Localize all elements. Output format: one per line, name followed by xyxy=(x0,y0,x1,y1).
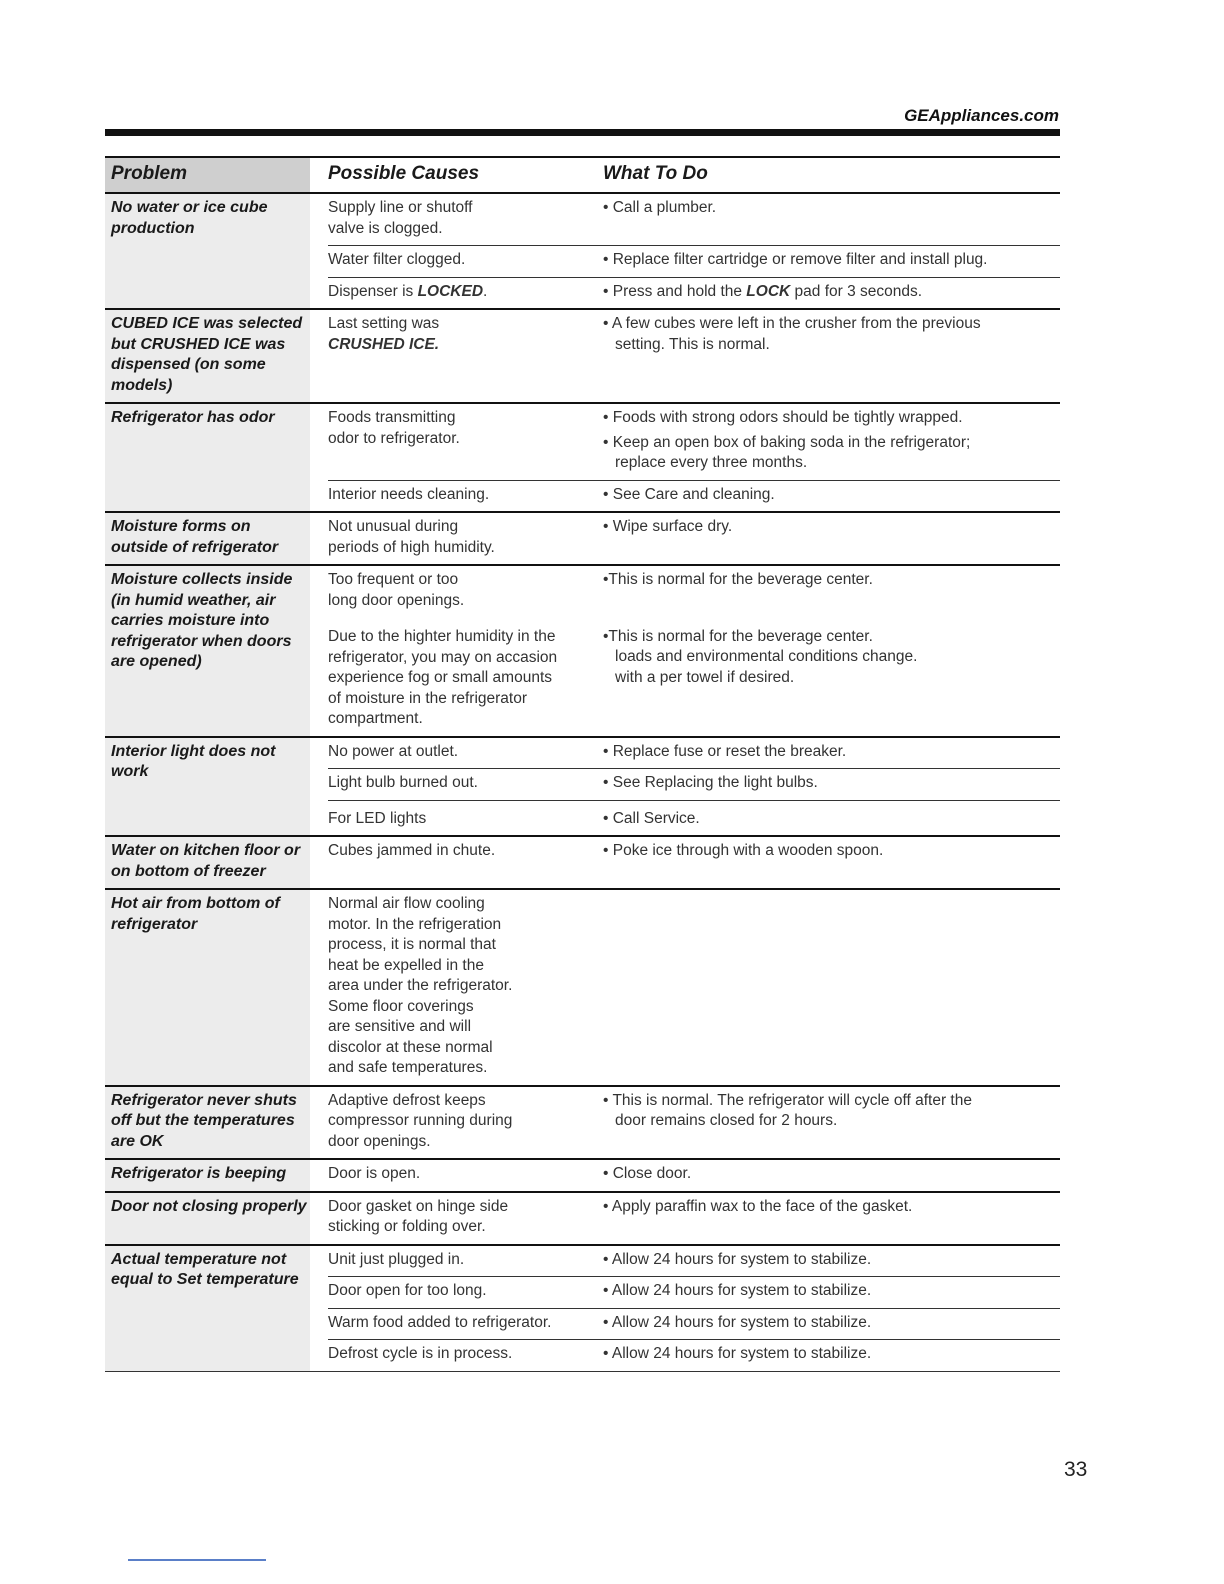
cause-cell: Unit just plugged in. xyxy=(328,1250,465,1268)
problem-label: Actual temperature not equal to Set temperature xyxy=(105,1246,310,1371)
table-row xyxy=(105,837,1060,890)
table-row xyxy=(105,1246,1060,1372)
cause-cell: Adaptive defrost keeps compressor running during door openings. xyxy=(328,1091,513,1150)
cause-cell: Door gasket on hinge side sticking or folding over. xyxy=(328,1197,509,1235)
header-rule xyxy=(105,129,1060,136)
todo-cell: • This is normal. The refrigerator will cycle off after the door remains closed for 2 hours. xyxy=(603,1091,972,1129)
problem-label: Moisture forms on outside of refrigerator xyxy=(105,513,310,564)
cause-cell: Water filter clogged. xyxy=(328,251,466,268)
todo-cell: • Press and hold the LOCK pad for 3 seconds. xyxy=(603,282,923,300)
table-row xyxy=(105,1087,1060,1161)
problem-label: Hot air from bottom of refrigerator xyxy=(105,890,310,1085)
cause-cell: Defrost cycle is in process. xyxy=(328,1345,513,1362)
todo-cell: •This is normal for the beverage center. loads and environmental conditions change. with a per towel if desired. xyxy=(603,627,918,686)
problem-label: Refrigerator has odor xyxy=(105,404,310,511)
table-row xyxy=(105,404,1060,513)
cause-cell: Last setting was CRUSHED ICE. xyxy=(328,315,440,353)
table-header xyxy=(105,156,1060,194)
cause-cell: Interior needs cleaning. xyxy=(328,485,490,503)
todo-cell: •This is normal for the beverage center. xyxy=(603,571,873,588)
table-row xyxy=(105,738,1060,838)
page-number: 33 xyxy=(1064,1458,1088,1481)
todo-cell: • Foods with strong odors should be tightly wrapped. xyxy=(603,409,963,426)
table-row xyxy=(105,194,1060,310)
todo-cell: • Allow 24 hours for system to stabilize. xyxy=(603,1282,872,1299)
todo-cell: • See Replacing the light bulbs. xyxy=(603,774,818,791)
cause-cell: Normal air flow cooling motor. In the refrigeration process, it is normal that heat be expelled in the area under the refrigerator. Some floor coverings are sensitive and will discolor at these normal and safe temperatures. xyxy=(328,895,513,1076)
cause-cell: Due to the highter humidity in the refrigerator, you may on accasion experience fog or small amounts of moisture in the refrigerator compartment. xyxy=(328,628,558,727)
problem-label: Refrigerator never shuts off but the temperatures are OK xyxy=(105,1087,310,1159)
todo-cell: • See Care and cleaning. xyxy=(603,485,775,503)
table-row xyxy=(105,566,1060,738)
table-row xyxy=(105,1193,1060,1246)
todo-cell: • Apply paraffin wax to the face of the gasket. xyxy=(603,1197,913,1215)
cause-cell: Not unusual during periods of high humidity. xyxy=(328,518,495,556)
footer-rule xyxy=(128,1559,266,1561)
problem-label: No water or ice cube production xyxy=(105,194,310,308)
cause-cell: Foods transmitting odor to refrigerator. xyxy=(328,409,460,447)
table-row xyxy=(105,310,1060,404)
cause-cell: Dispenser is LOCKED. xyxy=(328,282,488,300)
cause-cell: Light bulb burned out. xyxy=(328,774,478,791)
cause-cell: Too frequent or too long door openings. xyxy=(328,571,465,609)
cause-cell: For LED lights xyxy=(328,809,427,827)
todo-cell: • Call Service. xyxy=(603,809,700,827)
cause-cell: Cubes jammed in chute. xyxy=(328,842,496,859)
cause-cell: Door open for too long. xyxy=(328,1282,487,1299)
problem-label: Water on kitchen floor or on bottom of freezer xyxy=(105,837,310,888)
todo-cell: • Allow 24 hours for system to stabilize. xyxy=(603,1250,872,1268)
problem-label: Door not closing properly xyxy=(105,1193,310,1244)
todo-cell: • Keep an open box of baking soda in the refrigerator; replace every three months. xyxy=(603,433,971,471)
todo-cell: • Replace fuse or reset the breaker. xyxy=(603,742,847,760)
troubleshooting-table xyxy=(105,156,1060,1372)
todo-cell: • A few cubes were left in the crusher from the previous setting. This is normal. xyxy=(603,315,981,353)
todo-cell: • Poke ice through with a wooden spoon. xyxy=(603,842,884,859)
causes-column-header: Possible Causes xyxy=(328,163,480,184)
cause-cell: Warm food added to refrigerator. xyxy=(328,1313,552,1331)
cause-cell: Door is open. xyxy=(328,1165,421,1182)
table-row xyxy=(105,1160,1060,1193)
cause-cell: Supply line or shutoff valve is clogged. xyxy=(328,199,473,237)
table-row xyxy=(105,890,1060,1087)
cause-cell: No power at outlet. xyxy=(328,742,459,760)
todo-column-header: What To Do xyxy=(603,163,708,184)
problem-column-header: Problem xyxy=(105,158,310,192)
problem-label: Interior light does not work xyxy=(105,738,310,836)
problem-label: CUBED ICE was selected but CRUSHED ICE was dispensed (on some models) xyxy=(105,310,310,402)
todo-cell: • Close door. xyxy=(603,1165,692,1182)
problem-label: Moisture collects inside (in humid weather, air carries moisture into refrigerator when doors are opened) xyxy=(105,566,310,736)
todo-cell: • Replace filter cartridge or remove filter and install plug. xyxy=(603,251,988,268)
todo-cell: • Allow 24 hours for system to stabilize. xyxy=(603,1313,872,1331)
problem-label: Refrigerator is beeping xyxy=(105,1160,310,1191)
todo-cell: • Allow 24 hours for system to stabilize. xyxy=(603,1345,872,1362)
todo-cell: • Wipe surface dry. xyxy=(603,518,733,535)
todo-cell: • Call a plumber. xyxy=(603,199,717,216)
table-row xyxy=(105,513,1060,566)
site-url: GEAppliances.com xyxy=(904,106,1059,125)
